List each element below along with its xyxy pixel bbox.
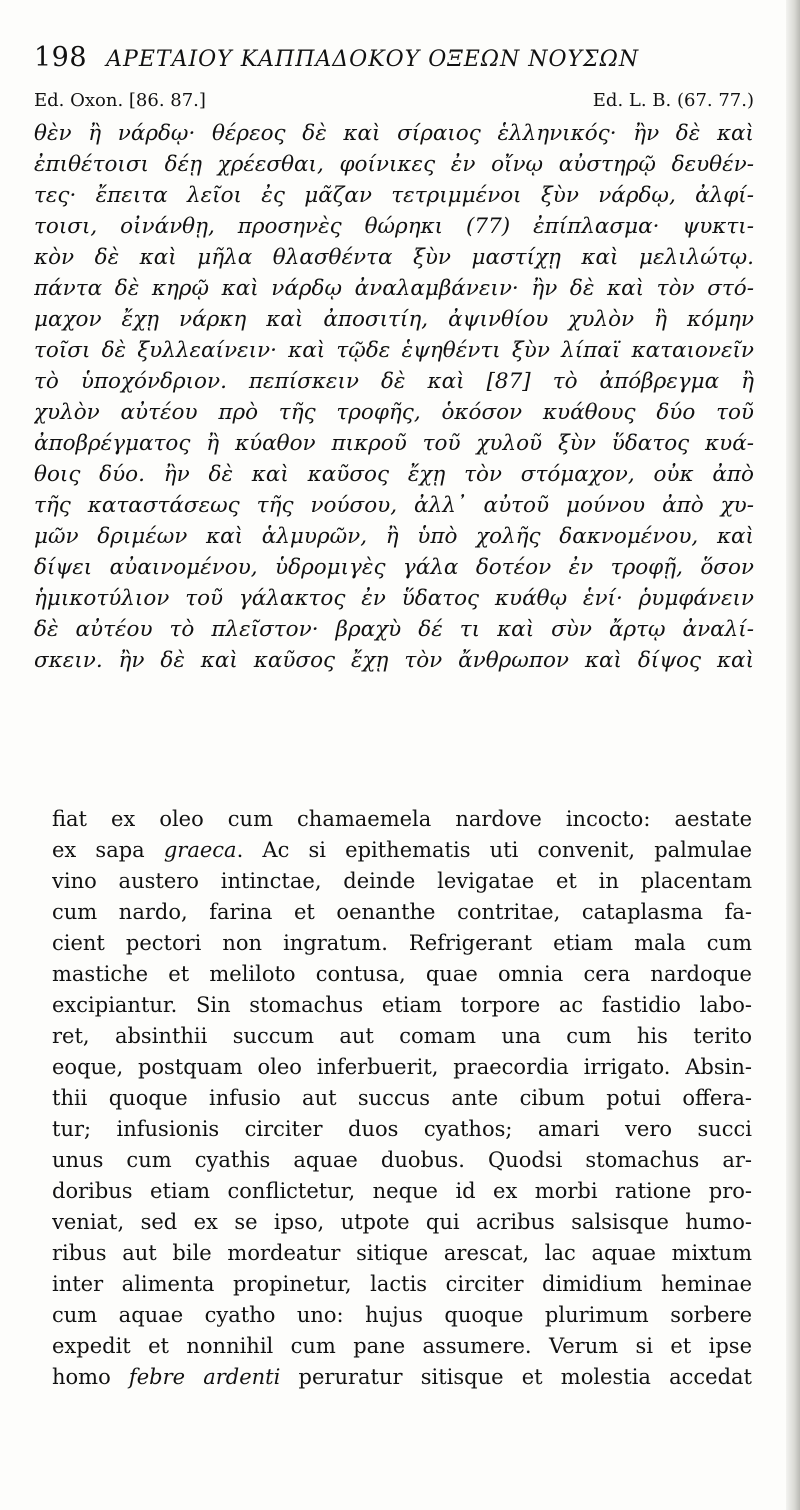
greek-text-line: σκειν. ἢν δὲ καὶ καῦσος ἔχῃ τὸν ἄνθρωπον καὶ δίψος καὶ	[34, 648, 754, 673]
greek-text-line: ἡμικοτύλιον τοῦ γάλακτος ἐν ὕδατος κυάθῳ ἑνί· ῥυμφάνειν	[34, 586, 754, 611]
latin-text-line: unus cum cyathis aquae duobus. Quodsi stomachus ar-	[52, 1148, 752, 1172]
greek-text-line: τὸ ὑποχόνδριον. πεπίσκειν δὲ καὶ [87] τὸ ἀπόβρεγμα ἢ	[34, 369, 754, 394]
greek-text-line: δὲ αὐτέου τὸ πλεῖστον· βραχὺ δέ τι καὶ σὺν ἄρτῳ ἀναλί-	[34, 617, 754, 642]
greek-text-line: μῶν δριμέων καὶ ἁλμυρῶν, ἢ ὑπὸ χολῆς δακνομένου, καὶ	[34, 524, 754, 549]
latin-text-line: vino austero intinctae, deinde levigatae et in placentam	[52, 869, 752, 893]
italic-phrase: febre ardenti	[128, 1365, 281, 1389]
latin-text-line: excipiantur. Sin stomachus etiam torpore ac fastidio labo-	[52, 993, 752, 1017]
latin-text-line: cum aquae cyatho uno: hujus quoque plurimum sorbere	[52, 1303, 752, 1327]
latin-text-line: thii quoque infusio aut succus ante cibum potui offera-	[52, 1086, 752, 1110]
greek-text-block	[34, 118, 754, 676]
greek-text-line: τοῖσι δὲ ξυλλεαίνειν· καὶ τῷδε ἑψηθέντι ξὺν λίπαϊ καταιονεῖν	[34, 338, 754, 363]
page-number: 198	[34, 42, 88, 73]
latin-text-line: ret, absinthii succum aut comam una cum his terito	[52, 1024, 752, 1048]
latin-text-line: cient pectori non ingratum. Refrigerant etiam mala cum	[52, 931, 752, 955]
latin-text-line: doribus etiam conflictetur, neque id ex morbi ratione pro-	[52, 1179, 752, 1203]
latin-text-line: ribus aut bile mordeatur sitique arescat, lac aquae mixtum	[52, 1241, 752, 1265]
greek-text-line: θὲν ἢ νάρδῳ· θέρεος δὲ καὶ σίραιος ἑλληνικός· ἢν δὲ καὶ	[34, 121, 754, 146]
greek-text-line: χυλὸν αὐτέου πρὸ τῆς τροφῆς, ὁκόσον κυάθους δύο τοῦ	[34, 400, 754, 425]
latin-text-line: cum nardo, farina et oenanthe contritae, cataplasma fa-	[52, 900, 752, 924]
latin-text-line: tur; infusionis circiter duos cyathos; amari vero succi	[52, 1117, 752, 1141]
greek-text-line: ἀποβρέγματος ἢ κύαθον πικροῦ τοῦ χυλοῦ ξὺν ὕδατος κυά-	[34, 431, 754, 456]
greek-text-line: τοισι, οἰνάνθῃ, προσηνὲς θώρηκι (77) ἐπίπλασμα· ψυκτι-	[34, 214, 754, 239]
running-title: ΑΡΕΤΑΙΟΥ ΚΑΠΠΑΔΟΚΟΥ ΟΞΕΩΝ ΝΟΥΣΩΝ	[106, 47, 640, 72]
running-head	[34, 42, 754, 78]
scan-edge	[786, 0, 800, 1510]
latin-text-line: inter alimenta propinetur, lactis circiter dimidium heminae	[52, 1272, 752, 1296]
greek-text-line: θοις δύο. ἢν δὲ καὶ καῦσος ἔχῃ τὸν στόμαχον, οὐκ ἀπὸ	[34, 462, 754, 487]
italic-phrase: graeca	[163, 838, 237, 862]
latin-text-line: ex sapa graeca. Ac si epithematis uti convenit, palmulae	[52, 838, 752, 862]
edition-lb-reference: Ed. L. B. (67. 77.)	[592, 90, 754, 111]
greek-text-line: δίψει αὐαινομένου, ὑδρομιγὲς γάλα δοτέον ἐν τροφῇ, ὅσον	[34, 555, 754, 580]
latin-text-line: homo febre ardenti peruratur sitisque et molestia accedat	[52, 1365, 752, 1389]
latin-text-line: veniat, sed ex se ipso, utpote qui acribus salsisque humo-	[52, 1210, 752, 1234]
greek-text-line: μαχον ἔχῃ νάρκη καὶ ἀποσιτίη, ἀψινθίου χυλὸν ἢ κόμην	[34, 307, 754, 332]
edition-reference-line	[34, 90, 754, 118]
greek-text-line: πάντα δὲ κηρῷ καὶ νάρδῳ ἀναλαμβάνειν· ἢν δὲ καὶ τὸν στό-	[34, 276, 754, 301]
latin-text-line: eoque, postquam oleo inferbuerit, praecordia irrigato. Absin-	[52, 1055, 752, 1079]
greek-text-line: τῆς καταστάσεως τῆς νούσου, ἀλλ᾽ αὐτοῦ μούνου ἀπὸ χυ-	[34, 493, 754, 518]
greek-text-line: ἐπιθέτοισι δέῃ χρέεσθαι, φοίνικες ἐν οἴνῳ αὐστηρῷ δευθέν-	[34, 152, 754, 177]
latin-text-block	[52, 804, 752, 1393]
edition-oxon-reference: Ed. Oxon. [86. 87.]	[34, 90, 206, 111]
latin-text-line: fiat ex oleo cum chamaemela nardove incocto: aestate	[52, 807, 752, 831]
greek-text-line: τες· ἔπειτα λεῖοι ἐς μᾶζαν τετριμμένοι ξὺν νάρδῳ, ἀλφί-	[34, 183, 754, 208]
greek-text-line: κὸν δὲ καὶ μῆλα θλασθέντα ξὺν μαστίχῃ καὶ μελιλώτῳ.	[34, 245, 754, 270]
latin-text-line: expedit et nonnihil cum pane assumere. Verum si et ipse	[52, 1334, 752, 1358]
latin-text-line: mastiche et meliloto contusa, quae omnia cera nardoque	[52, 962, 752, 986]
